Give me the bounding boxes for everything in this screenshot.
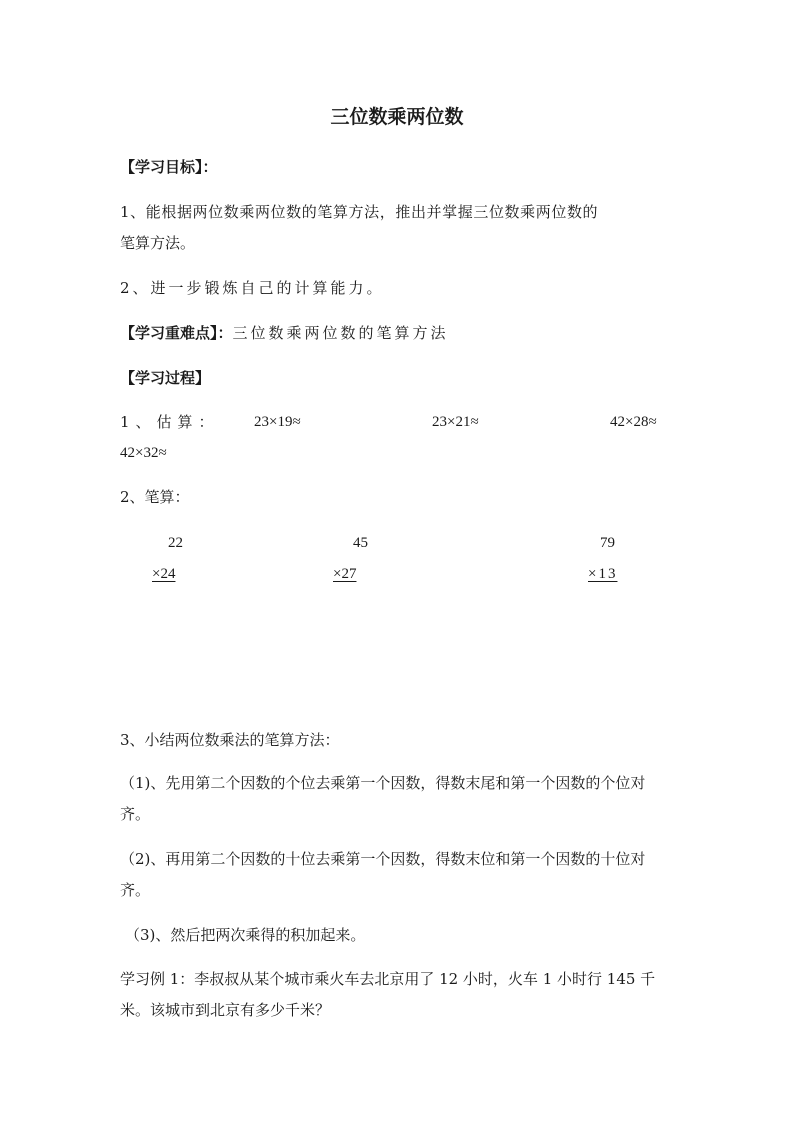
estimate-item: 23×19≈ bbox=[254, 414, 301, 430]
summary-step-1-line-2: 齐。 bbox=[120, 805, 151, 823]
estimate-label: 1、估算： bbox=[120, 413, 220, 431]
key-points-heading: 【学习重难点】： bbox=[120, 324, 233, 342]
written-label: 2、笔算： bbox=[120, 488, 190, 506]
summary-step-2-line-1: （2)、再用第二个因数的十位去乘第一个因数，得数末位和第一个因数的十位对 bbox=[120, 850, 646, 868]
summary-step-3: （3)、然后把两次乘得的积加起来。 bbox=[125, 926, 366, 944]
estimate-item: 42×28≈ bbox=[610, 414, 657, 430]
key-points-line bbox=[120, 323, 449, 343]
page-title: 三位数乘两位数 bbox=[330, 106, 464, 128]
problem-top-number: 22 bbox=[168, 535, 183, 551]
summary-step-1-line-1: （1)、先用第二个因数的个位去乘第一个因数，得数末尾和第一个因数的个位对 bbox=[120, 774, 646, 792]
goal-2: 2、进一步锻炼自己的计算能力。 bbox=[120, 279, 385, 297]
problem-multiplier: ×27 bbox=[333, 566, 357, 582]
example-line-1: 学习例 1：李叔叔从某个城市乘火车去北京用了 12 小时，火车 1 小时行 145 千 bbox=[120, 970, 656, 988]
goals-heading: 【学习目标】： bbox=[120, 158, 218, 176]
example-line-2: 米。该城市到北京有多少千米？ bbox=[120, 1001, 331, 1019]
goal-1-line-2: 笔算方法。 bbox=[120, 234, 196, 252]
estimate-item: 42×32≈ bbox=[120, 445, 167, 461]
problem-multiplier: ×13 bbox=[588, 566, 618, 582]
summary-step-2-line-2: 齐。 bbox=[120, 881, 151, 899]
key-points-text: 三位数乘两位数的笔算方法 bbox=[232, 324, 449, 342]
summary-label: 3、小结两位数乘法的笔算方法： bbox=[120, 731, 340, 749]
problem-top-number: 79 bbox=[600, 535, 615, 551]
problem-top-number: 45 bbox=[353, 535, 368, 551]
goal-1-line-1: 1、能根据两位数乘两位数的笔算方法，推出并掌握三位数乘两位数的 bbox=[120, 203, 599, 221]
problem-multiplier: ×24 bbox=[152, 566, 176, 582]
process-heading: 【学习过程】 bbox=[120, 369, 211, 387]
estimate-item: 23×21≈ bbox=[432, 414, 479, 430]
